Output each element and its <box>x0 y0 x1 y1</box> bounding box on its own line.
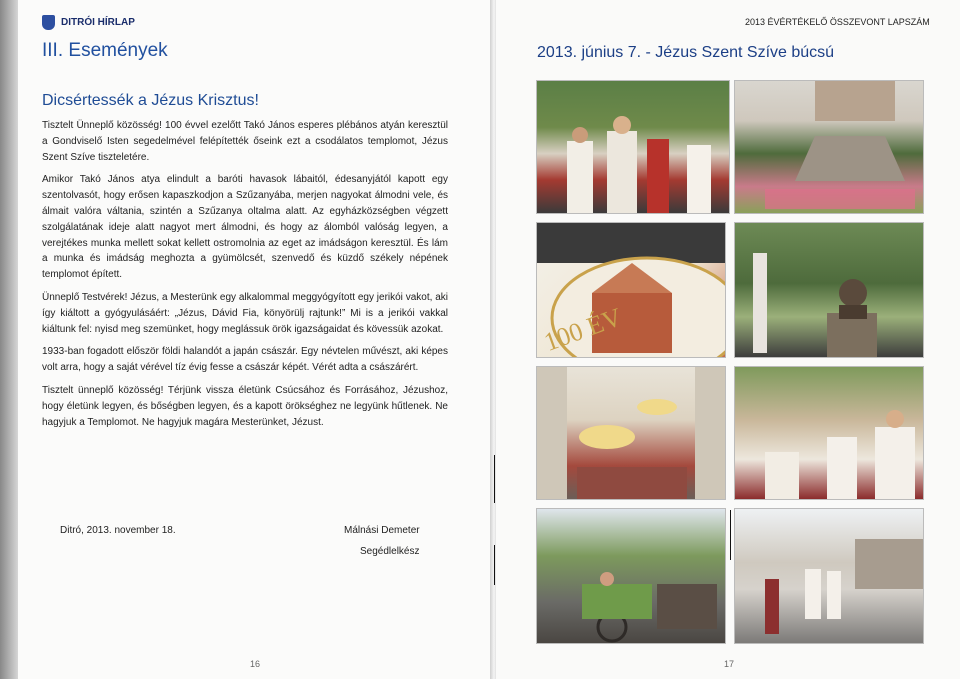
brand-header <box>42 15 135 30</box>
paragraph: Tisztelt ünneplő közösség! Térjünk vissza életünk Csúcsához és Forrásához, Jézushoz, hogy életünk legyen, és bőségben legyen, és a kapott örökséghez ne legyünk hűtlenek. Ne hagyjuk a Templomot. Ne hagyjuk magára Mesterünket, Jézust. <box>42 384 448 428</box>
article-body <box>42 118 448 437</box>
signer-role: Segédlelkész <box>360 546 420 557</box>
brand-name: DITRÓI HÍRLAP <box>61 17 135 28</box>
page-number-left: 16 <box>250 659 261 669</box>
street-graphic <box>735 509 923 643</box>
mass-graphic <box>735 367 923 499</box>
paragraph: Amikor Takó János atya elindult a baróti havasok lábaitól, édesanyjától kapott egy szentolvasót, hogy erősen kapaszkodjon a Szűzanyába, merjen nagyokat álmodni vele, és álmait valóra váltania, szintén a Szűzanya oltalma alatt. Az egyházközségben végzett szolgálatának ideje alatt nagyot mert álmodni, és hogy az álomból valóság legyen, a verejtékes munka mellett sokat kellett ostromolnia az eget az imádságon keresztül. És lám a munka és imádság meghozta a gyümölcsét, szenvedő és küzdő székely népének templomot épített. <box>42 174 448 281</box>
photo-centenary-banner <box>536 222 726 358</box>
coat-of-arms-icon <box>42 15 55 30</box>
photo-procession-priests <box>536 80 730 214</box>
interior-graphic <box>537 367 725 499</box>
binding-mark <box>494 455 495 503</box>
page-edge-shadow <box>0 0 18 679</box>
photo-outdoor-mass <box>734 366 924 500</box>
binding-mark <box>730 510 731 560</box>
photo-church-steps-flowers <box>734 80 924 214</box>
photo-steps <box>735 81 923 213</box>
paragraph: Ünneplő Testvérek! Jézus, a Mesterünk egy alkalommal meggyógyított egy jerikói vakot, aki így kiáltott a gyógyulásáért: „Jézus, Dávid Fia, könyörülj rajtunk!” Mi is a jerikói vakkal kiáltunk fel: nyisd meg szemünket, hogy meglássuk örök igazságaidat és kövessük azokat. <box>42 291 448 335</box>
paragraph: 1933-ban fogadott először földi halandót a japán császár. Egy névtelen művészt, aki képes volt arra, hogy a saját vérével tíz évig fesse a császár képét. Vérét adta a császárért. <box>42 346 448 374</box>
binding-mark <box>494 545 495 585</box>
paragraph: Tisztelt Ünneplő közösség! 100 évvel ezelőtt Takó János esperes plébános atyán keresztül a Gondviselő Isten segedelmével felépítették őseink ezt a csodálatos templomot, Jézus Szent Szíve tiszteletére. <box>42 120 448 163</box>
photo-horse-carriage <box>536 508 726 644</box>
photo-bust-statue <box>734 222 924 358</box>
carriage-graphic <box>537 509 725 643</box>
section-title: III. Események <box>42 40 168 61</box>
article-title: Dicsértessék a Jézus Krisztus! <box>42 92 259 109</box>
issue-header: 2013 ÉVÉRTÉKELŐ ÖSSZEVONT LAPSZÁM <box>745 17 930 27</box>
photo-street-procession <box>734 508 924 644</box>
statue-graphic <box>735 223 923 357</box>
photo-church-interior <box>536 366 726 500</box>
page-number-right: 17 <box>724 659 735 669</box>
banner-year-text: 100 ÉV <box>540 302 626 357</box>
place-date: Ditró, 2013. november 18. <box>60 525 176 536</box>
signer-name: Málnási Demeter <box>344 525 420 536</box>
photo-figures <box>537 81 729 213</box>
event-title: 2013. június 7. - Jézus Szent Szíve búcsú <box>537 44 835 61</box>
